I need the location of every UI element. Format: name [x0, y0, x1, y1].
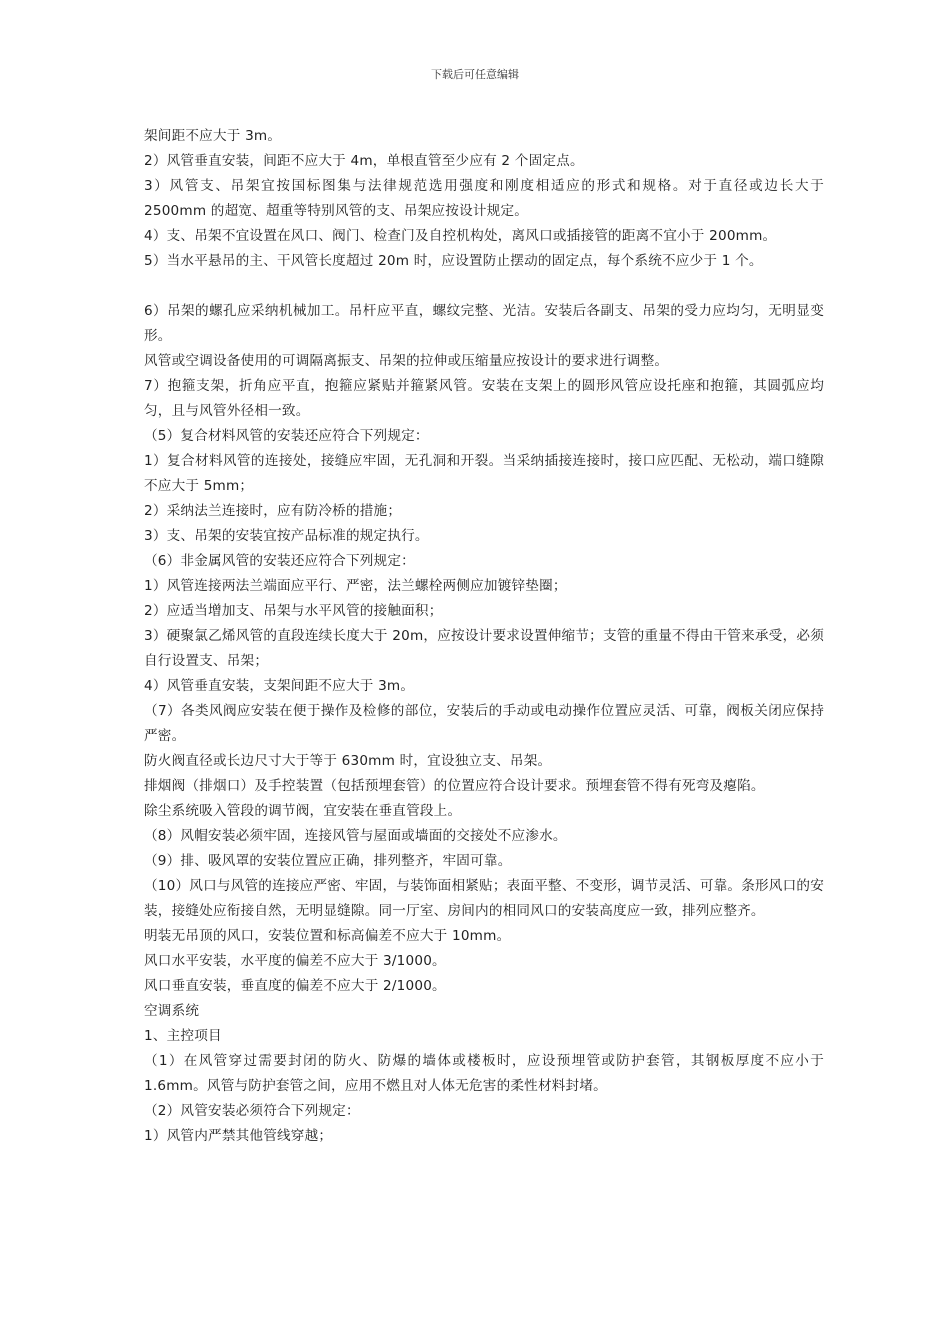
paragraph: 1）风管连接两法兰端面应平行、严密，法兰螺栓两侧应加镀锌垫圈；	[144, 578, 567, 594]
paragraph: 排烟阀（排烟口）及手控装置（包括预埋套管）的位置应符合设计要求。预埋套管不得有死弯及瘪陷。	[144, 778, 765, 794]
paragraph: 3）风管支、吊架宜按国标图集与法律规范选用强度和刚度相适应的形式和规格。对于直径或边长大于 2500mm 的超宽、超重等特别风管的支、吊架应按设计规定。	[144, 178, 824, 219]
paragraph: 除尘系统吸入管段的调节阀，宜安装在垂直管段上。	[144, 803, 462, 819]
section-heading: （6）非金属风管的安装还应符合下列规定：	[144, 553, 415, 569]
blank-line	[144, 274, 824, 299]
paragraph: 1）复合材料风管的连接处，接缝应牢固，无孔洞和开裂。当采纳插接连接时，接口应匹配、无松动，端口缝隙不应大于 5mm；	[144, 453, 824, 494]
paragraph: 风口垂直安装，垂直度的偏差不应大于 2/1000。	[144, 978, 446, 994]
section-heading: 空调系统	[144, 1003, 200, 1019]
paragraph: （10）风口与风管的连接应严密、牢固，与装饰面相紧贴；表面平整、不变形，调节灵活、可靠。条形风口的安装，接缝处应衔接自然，无明显缝隙。同一厅室、房间内的相同风口的安装高度应一致，排列应整齐。	[144, 878, 824, 919]
paragraph: 3）支、吊架的安装宜按产品标准的规定执行。	[144, 528, 429, 544]
paragraph: （8）风帽安装必须牢固，连接风管与屋面或墙面的交接处不应渗水。	[144, 828, 567, 844]
paragraph: 4）支、吊架不宜设置在风口、阀门、检查门及自控机构处，离风口或插接管的距离不宜小于 200mm。	[144, 228, 777, 244]
page-header: 下载后可任意编辑	[431, 68, 519, 81]
section-heading: （5）复合材料风管的安装还应符合下列规定：	[144, 428, 429, 444]
paragraph: 5）当水平悬吊的主、干风管长度超过 20m 时，应设置防止摆动的固定点，每个系统不应少于 1 个。	[144, 253, 763, 269]
paragraph: 4）风管垂直安装，支架间距不应大于 3m。	[144, 678, 415, 694]
paragraph: （1）在风管穿过需要封闭的防火、防爆的墙体或楼板时，应设预埋管或防护套管，其钢板厚度不应小于 1.6mm。风管与防护套管之间，应用不燃且对人体无危害的柔性材料封堵。	[144, 1053, 824, 1094]
paragraph: 3）硬聚氯乙烯风管的直段连续长度大于 20m，应按设计要求设置伸缩节；支管的重量不得由干管来承受，必须自行设置支、吊架；	[144, 628, 824, 669]
paragraph: 防火阀直径或长边尺寸大于等于 630mm 时，宜设独立支、吊架。	[144, 753, 552, 769]
paragraph: 7）抱箍支架，折角应平直，抱箍应紧贴并箍紧风管。安装在支架上的圆形风管应设托座和抱箍，其圆弧应均匀，且与风管外径相一致。	[144, 378, 824, 419]
paragraph: 2）采纳法兰连接时，应有防冷桥的措施；	[144, 503, 402, 519]
paragraph: （9）排、吸风罩的安装位置应正确，排列整齐，牢固可靠。	[144, 853, 512, 869]
paragraph: （2）风管安装必须符合下列规定：	[144, 1103, 360, 1119]
document-body	[144, 124, 824, 1149]
paragraph: （7）各类风阀应安装在便于操作及检修的部位，安装后的手动或电动操作位置应灵活、可靠，阀板关闭应保持严密。	[144, 703, 824, 744]
paragraph: 2）应适当增加支、吊架与水平风管的接触面积；	[144, 603, 443, 619]
paragraph: 6）吊架的螺孔应采纳机械加工。吊杆应平直，螺纹完整、光洁。安装后各副支、吊架的受力应均匀，无明显变形。	[144, 303, 824, 344]
paragraph: 1）风管内严禁其他管线穿越；	[144, 1128, 333, 1144]
paragraph: 架间距不应大于 3m。	[144, 128, 282, 144]
paragraph: 风管或空调设备使用的可调隔离振支、吊架的拉伸或压缩量应按设计的要求进行调整。	[144, 353, 669, 369]
paragraph: 明装无吊顶的风口，安装位置和标高偏差不应大于 10mm。	[144, 928, 511, 944]
section-heading: 1、主控项目	[144, 1028, 222, 1044]
paragraph: 2）风管垂直安装，间距不应大于 4m，单根直管至少应有 2 个固定点。	[144, 153, 584, 169]
paragraph: 风口水平安装，水平度的偏差不应大于 3/1000。	[144, 953, 446, 969]
